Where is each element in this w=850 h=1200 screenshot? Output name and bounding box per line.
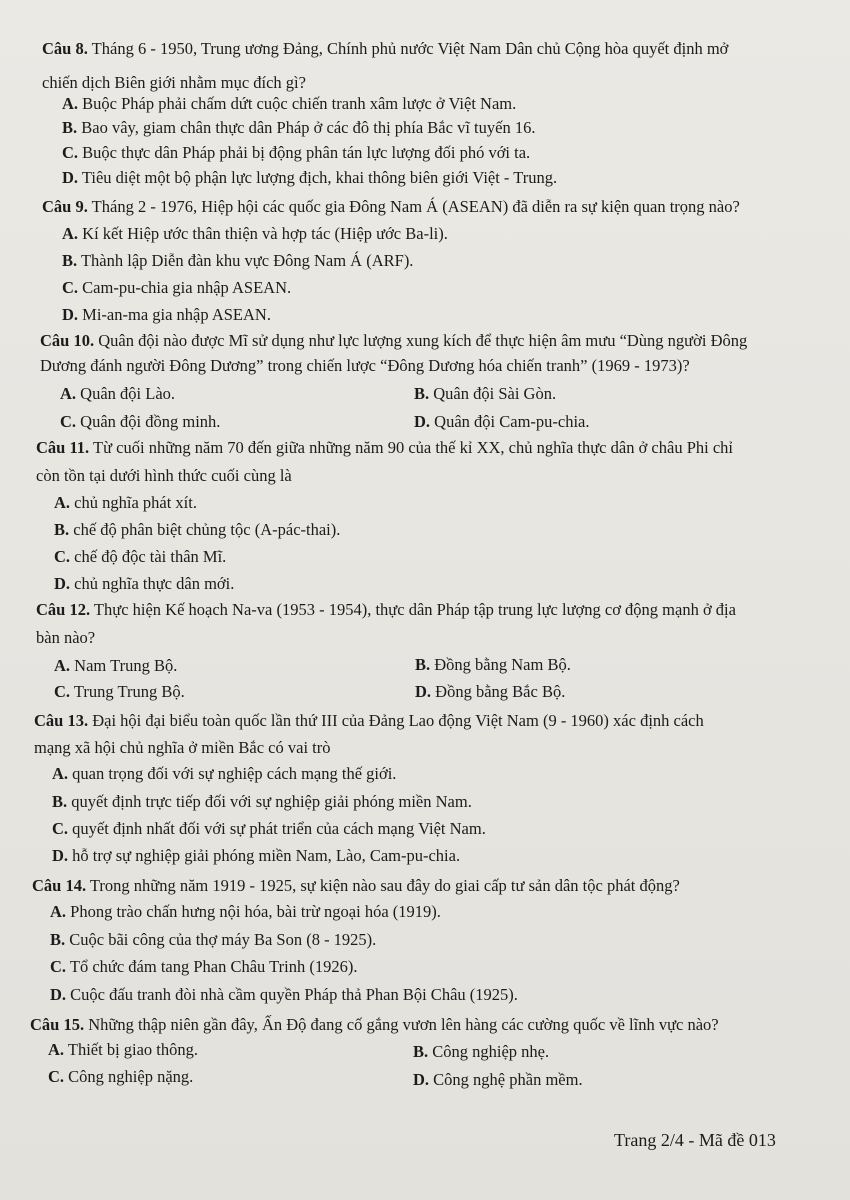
question-15-option-d	[413, 1069, 583, 1091]
option-text: Quân đội Sài Gòn.	[429, 384, 557, 403]
question-11-option-d	[54, 573, 234, 595]
question-10-option-c	[60, 411, 220, 433]
option-letter: A.	[62, 224, 79, 243]
option-text: Công nghệ phần mềm.	[429, 1070, 583, 1089]
question-text: còn tồn tại dưới hình thức cuối cùng là	[36, 466, 292, 485]
option-letter: A.	[54, 493, 71, 512]
option-letter: B.	[415, 655, 431, 674]
question-15-option-a	[48, 1039, 198, 1061]
option-text: quan trọng đối với sự nghiệp cách mạng thế giới.	[68, 764, 397, 783]
option-text: Thiết bị giao thông.	[64, 1040, 199, 1059]
option-letter: D.	[413, 1070, 430, 1089]
question-13-option-a	[52, 763, 396, 785]
question-text: Trong những năm 1919 - 1925, sự kiện nào sau đây do giai cấp tư sản dân tộc phát động?	[86, 876, 680, 895]
question-15-stem	[30, 1014, 719, 1036]
question-10-option-a	[60, 383, 175, 405]
question-text: Những thập niên gần đây, Ấn Độ đang cố gắng vươn lên hàng các cường quốc về lĩnh vực nào?	[84, 1015, 719, 1034]
option-letter: D.	[52, 846, 69, 865]
option-text: chủ nghĩa phát xít.	[70, 493, 197, 512]
question-11-option-a	[54, 492, 197, 514]
question-text: Từ cuối những năm 70 đến giữa những năm 90 của thế kỉ XX, chủ nghĩa thực dân ở châu Phi chỉ	[89, 438, 733, 457]
option-letter: B.	[54, 520, 70, 539]
question-13-stem-cont	[34, 737, 330, 759]
question-9-option-a	[62, 223, 448, 245]
option-text: Trung Trung Bộ.	[70, 682, 185, 701]
option-letter: B.	[414, 384, 430, 403]
option-text: chế độ độc tài thân Mĩ.	[70, 547, 227, 566]
question-8-stem	[42, 38, 728, 60]
option-letter: D.	[414, 412, 431, 431]
question-14-option-c	[50, 956, 357, 978]
question-14-option-d	[50, 984, 518, 1006]
question-number: Câu 15.	[30, 1015, 85, 1034]
option-text: Quân đội Cam-pu-chia.	[430, 412, 590, 431]
option-text: chế độ phân biệt chủng tộc (A-pác-thai).	[69, 520, 341, 539]
option-letter: A.	[54, 656, 71, 675]
question-text: bàn nào?	[36, 628, 96, 647]
question-number: Câu 9.	[42, 197, 88, 216]
question-text: Quân đội nào được Mĩ sử dụng như lực lượng xung kích để thực hiện âm mưu “Dùng người Đông	[94, 331, 748, 350]
option-letter: C.	[62, 143, 79, 162]
question-14-option-a	[50, 901, 441, 923]
option-letter: B.	[52, 792, 68, 811]
question-15-option-b	[413, 1041, 549, 1063]
option-text: hỗ trợ sự nghiệp giải phóng miền Nam, Lào, Cam-pu-chia.	[68, 846, 461, 865]
question-text: Tháng 2 - 1976, Hiệp hội các quốc gia Đông Nam Á (ASEAN) đã diễn ra sự kiện quan trọng nào?	[87, 197, 740, 216]
question-text: mạng xã hội chủ nghĩa ở miền Bắc có vai trò	[34, 738, 331, 757]
question-13-option-b	[52, 791, 472, 813]
question-15-option-c	[48, 1066, 193, 1088]
question-text: chiến dịch Biên giới nhằm mục đích gì?	[42, 73, 306, 92]
question-14-stem	[32, 875, 680, 897]
option-text: Đồng bằng Bắc Bộ.	[431, 682, 566, 701]
question-10-option-b	[414, 383, 556, 405]
option-letter: A.	[52, 764, 69, 783]
question-8-option-c	[62, 142, 530, 164]
page-footer: Trang 2/4 - Mã đề 013	[614, 1130, 776, 1150]
question-12-stem-cont	[36, 627, 95, 649]
question-number: Câu 10.	[40, 331, 95, 350]
question-10-stem	[40, 330, 747, 352]
option-text: Tiêu diệt một bộ phận lực lượng địch, khai thông biên giới Việt - Trung.	[78, 168, 558, 187]
question-8-option-a	[62, 93, 516, 115]
option-text: Buộc Pháp phải chấm dứt cuộc chiến tranh xâm lược ở Việt Nam.	[78, 94, 517, 113]
question-13-option-c	[52, 818, 486, 840]
option-letter: D.	[50, 985, 67, 1004]
option-text: Đồng bằng Nam Bộ.	[430, 655, 571, 674]
question-12-option-a	[54, 655, 177, 677]
question-number: Câu 13.	[34, 711, 89, 730]
option-letter: D.	[62, 305, 79, 324]
option-letter: A.	[60, 384, 77, 403]
question-10-stem-cont	[40, 355, 690, 377]
question-11-stem	[36, 437, 733, 459]
question-11-option-b	[54, 519, 340, 541]
option-text: Mi-an-ma gia nhập ASEAN.	[78, 305, 271, 324]
question-12-stem	[36, 599, 736, 621]
question-14-option-b	[50, 929, 376, 951]
option-letter: B.	[62, 118, 78, 137]
question-12-option-b	[415, 654, 571, 676]
question-number: Câu 12.	[36, 600, 91, 619]
option-text: Công nghiệp nhẹ.	[428, 1042, 550, 1061]
option-letter: A.	[62, 94, 79, 113]
option-letter: A.	[48, 1040, 65, 1059]
option-text: quyết định nhất đối với sự phát triển của cách mạng Việt Nam.	[68, 819, 486, 838]
question-number: Câu 14.	[32, 876, 87, 895]
question-9-option-d	[62, 304, 271, 326]
option-letter: D.	[54, 574, 71, 593]
option-letter: C.	[50, 957, 67, 976]
question-9-option-c	[62, 277, 291, 299]
question-13-stem	[34, 710, 704, 732]
option-text: Tổ chức đám tang Phan Châu Trinh (1926).	[66, 957, 358, 976]
question-9-stem	[42, 196, 740, 218]
option-text: Nam Trung Bộ.	[70, 656, 178, 675]
question-9-option-b	[62, 250, 413, 272]
option-text: Kí kết Hiệp ước thân thiện và hợp tác (Hiệp ước Ba-li).	[78, 224, 448, 243]
option-text: quyết định trực tiếp đối với sự nghiệp giải phóng miền Nam.	[67, 792, 472, 811]
option-text: chủ nghĩa thực dân mới.	[70, 574, 235, 593]
question-text: Đại hội đại biểu toàn quốc lần thứ III của Đảng Lao động Việt Nam (9 - 1960) xác định cách	[88, 711, 704, 730]
option-text: Thành lập Diễn đàn khu vực Đông Nam Á (ARF).	[77, 251, 414, 270]
question-12-option-d	[415, 681, 565, 703]
question-text: Thực hiện Kế hoạch Na-va (1953 - 1954), thực dân Pháp tập trung lực lượng cơ động mạnh ở địa	[90, 600, 736, 619]
option-letter: C.	[62, 278, 79, 297]
question-11-stem-cont	[36, 465, 292, 487]
question-number: Câu 8.	[42, 39, 88, 58]
option-text: Quân đội đồng minh.	[76, 412, 221, 431]
option-letter: C.	[52, 819, 69, 838]
option-letter: B.	[62, 251, 78, 270]
question-text: Tháng 6 - 1950, Trung ương Đảng, Chính phủ nước Việt Nam Dân chủ Cộng hòa quyết định mở	[87, 39, 729, 58]
option-letter: C.	[48, 1067, 65, 1086]
option-letter: B.	[413, 1042, 429, 1061]
option-letter: D.	[62, 168, 79, 187]
question-text: Dương đánh người Đông Dương” trong chiến lược “Đông Dương hóa chiến tranh” (1969 - 1973)?	[40, 356, 690, 375]
question-11-option-c	[54, 546, 226, 568]
question-8-option-d	[62, 167, 557, 189]
option-letter: D.	[415, 682, 432, 701]
option-text: Quân đội Lào.	[76, 384, 176, 403]
question-number: Câu 11.	[36, 438, 90, 457]
option-text: Cam-pu-chia gia nhập ASEAN.	[78, 278, 292, 297]
question-8-stem-cont	[42, 72, 306, 94]
option-letter: C.	[60, 412, 77, 431]
question-8-option-b	[62, 117, 535, 139]
question-13-option-d	[52, 845, 460, 867]
option-letter: C.	[54, 682, 71, 701]
question-10-option-d	[414, 411, 590, 433]
option-letter: B.	[50, 930, 66, 949]
question-12-option-c	[54, 681, 185, 703]
option-text: Cuộc bãi công của thợ máy Ba Son (8 - 1925).	[65, 930, 377, 949]
option-text: Bao vây, giam chân thực dân Pháp ở các đô thị phía Bắc vĩ tuyến 16.	[77, 118, 536, 137]
option-letter: A.	[50, 902, 67, 921]
option-text: Buộc thực dân Pháp phải bị động phân tán lực lượng đối phó với ta.	[78, 143, 531, 162]
option-text: Phong trào chấn hưng nội hóa, bài trừ ngoại hóa (1919).	[66, 902, 441, 921]
option-letter: C.	[54, 547, 71, 566]
option-text: Công nghiệp nặng.	[64, 1067, 194, 1086]
option-text: Cuộc đấu tranh đòi nhà cầm quyền Pháp thả Phan Bội Châu (1925).	[66, 985, 518, 1004]
